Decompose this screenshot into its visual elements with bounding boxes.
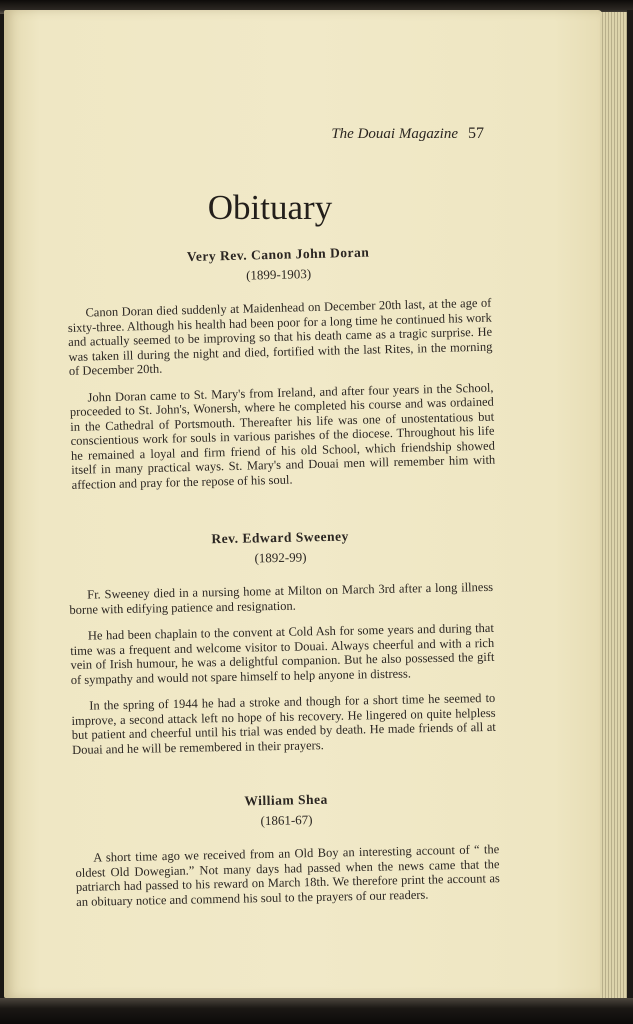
obituary-entry [74, 788, 501, 921]
entry-paragraph: John Doran came to St. Mary's from Ireland, and after four years in the School, proceeded to St. John's, Wonersh, where he completed his course and was ordained in the Cathedral of Portsmouth. Thereafter his life was one of unostentatious but conscientious work for souls in various parishes of the diocese. Throughout his life he remained a loyal and firm friend of his old School, which friendship showed itself in many practical ways. St. Mary's and Douai men will remember him with affection and pray for the repose of his soul. [69, 380, 496, 492]
page-number: 57 [468, 125, 484, 142]
entry-name: William Shea [244, 791, 328, 809]
magazine-title: The Douai Magazine [331, 126, 458, 142]
book-cover-edge [627, 10, 633, 1000]
page-edges [600, 12, 628, 998]
entry-paragraph: In the spring of 1944 he had a stroke and though for a short time he seemed to improve, a second attack left no hope of his recovery. He lingered on quite helpless but patient and cheerful until his trial was ended by death. He made friends of all at Douai and he will be remembered in their prayers. [71, 690, 496, 757]
entry-paragraph: He had been chaplain to the convent at Cold Ash for some years and during that time was a frequent and welcome visitor to Douai. Always cheerful and with a rich vein of Irish humour, he was a delightful companion. But he also possessed the gift of sympathy and would not spare himself to help anyone in distress. [70, 620, 495, 687]
book-bottom-edge [0, 998, 633, 1024]
entry-name: Rev. Edward Sweeney [211, 528, 349, 547]
entry-dates: (1892-99) [254, 549, 307, 566]
page-title: Obituary [207, 188, 333, 227]
entry-paragraph: Canon Doran died suddenly at Maidenhead on December 20th last, at the age of sixty-three. Although his health had been poor for a long time he continued his work and actually seemed to be improving so that his death came as a tragic surprise. He was taken ill during the night and died, fortified with the last Rites, in the morning of December 20th. [67, 295, 493, 378]
entry-paragraph: A short time ago we received from an Old Boy an interesting account of “ the oldest Old Dowegian.” Not many days had passed when the news came that the patriarch had passed to his reward on March 18th. We therefore print the account as an obituary notice and commend his soul to the prayers of our readers. [75, 842, 500, 909]
entry-dates: (1861-67) [260, 812, 313, 829]
obituary-entry [68, 526, 496, 769]
entry-name: Very Rev. Canon John Doran [186, 244, 370, 265]
obituary-entry [66, 242, 496, 504]
entry-dates: (1899-1903) [245, 266, 312, 283]
running-header [300, 125, 484, 143]
entry-paragraph: Fr. Sweeney died in a nursing home at Milton on March 3rd after a long illness borne with edifying patience and resignation. [69, 579, 494, 617]
